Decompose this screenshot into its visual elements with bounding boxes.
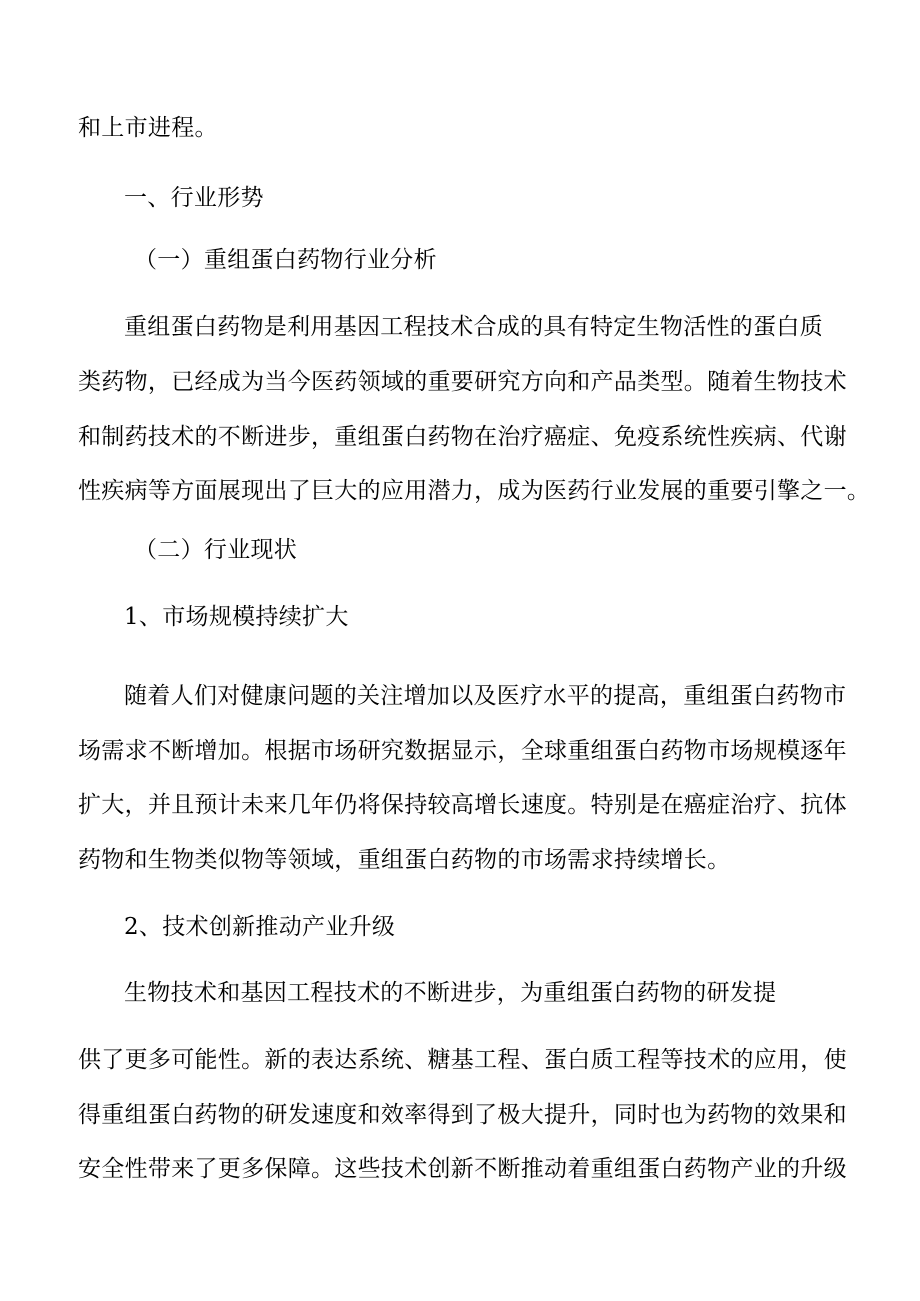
paragraph-line: 和制药技术的不断进步，重组蛋白药物在治疗癌症、免疫系统性疾病、代谢 (78, 424, 847, 450)
paragraph-line: 类药物，已经成为当今医药领域的重要研究方向和产品类型。随着生物技术 (78, 369, 847, 395)
paragraph-line: 随着人们对健康问题的关注增加以及医疗水平的提高，重组蛋白药物市 (124, 683, 847, 709)
subsection-heading: （一）重组蛋白药物行业分析 (134, 247, 437, 273)
paragraph-line: 药物和生物类似物等领域，重组蛋白药物的市场需求持续增长。 (78, 847, 731, 873)
paragraph-line: 得重组蛋白药物的研发速度和效率得到了极大提升，同时也为药物的效果和 (78, 1102, 847, 1128)
section-heading: 一、行业形势 (124, 185, 264, 211)
paragraph-line: 重组蛋白药物是利用基因工程技术合成的具有特定生物活性的蛋白质 (124, 314, 823, 340)
item-heading: 2、技术创新推动产业升级 (124, 914, 396, 940)
subsection-heading: （二）行业现状 (134, 537, 298, 563)
paragraph-line: 安全性带来了更多保障。这些技术创新不断推动着重组蛋白药物产业的升级 (78, 1156, 847, 1182)
paragraph-line: 性疾病等方面展现出了巨大的应用潜力，成为医药行业发展的重要引擎之一。 (78, 478, 871, 504)
paragraph-line: 扩大，并且预计未来几年仍将保持较高增长速度。特别是在癌症治疗、抗体 (78, 792, 847, 818)
continuation-text: 和上市进程。 (78, 115, 218, 141)
item-heading: 1、市场规模持续扩大 (124, 604, 349, 630)
paragraph-line: 供了更多可能性。新的表达系统、糖基工程、蛋白质工程等技术的应用，使 (78, 1047, 847, 1073)
paragraph-line: 生物技术和基因工程技术的不断进步，为重组蛋白药物的研发提 (124, 980, 777, 1006)
paragraph-line: 场需求不断增加。根据市场研究数据显示，全球重组蛋白药物市场规模逐年 (78, 738, 847, 764)
